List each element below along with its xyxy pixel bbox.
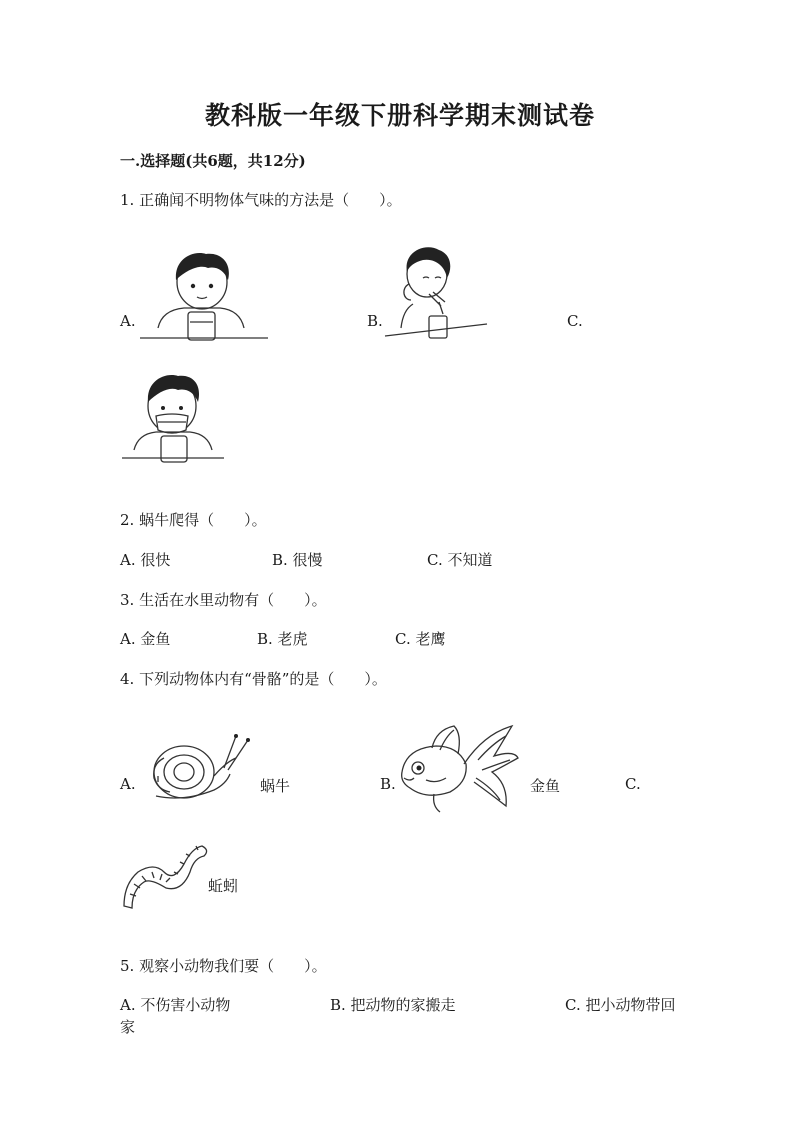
question-4-stem: 4. 下列动物体内有“骨骼”的是（ ）。 <box>120 670 387 688</box>
q1-option-b-label[interactable]: B. <box>367 312 383 330</box>
q2-option-a[interactable]: A. 很快 <box>120 551 171 569</box>
q2-option-c[interactable]: C. 不知道 <box>427 551 493 569</box>
boy-with-mask-icon <box>120 372 226 466</box>
q4-option-b-label[interactable]: B. <box>380 775 396 793</box>
q3-option-a[interactable]: A. 金鱼 <box>120 630 171 648</box>
question-3-stem: 3. 生活在水里动物有（ ）。 <box>120 591 327 609</box>
q5-option-c[interactable]: C. 把小动物带回 <box>565 996 676 1014</box>
page-title: 教科版一年级下册科学期末测试卷 <box>204 101 595 130</box>
q4-option-c-name: 蚯蚓 <box>208 877 239 895</box>
q5-option-c-wrap: 家 <box>120 1018 136 1036</box>
q2-option-b[interactable]: B. 很慢 <box>272 551 323 569</box>
q1-option-a-label[interactable]: A. <box>120 312 136 330</box>
question-1-stem: 1. 正确闻不明物体气味的方法是（ ）。 <box>120 191 402 209</box>
q4-option-a-label[interactable]: A. <box>120 775 136 793</box>
snail-icon <box>144 732 262 804</box>
q4-option-c-label[interactable]: C. <box>625 775 641 793</box>
section-heading: 一.选择题(共6题，共12分) <box>120 152 306 170</box>
question-5-stem: 5. 观察小动物我们要（ ）。 <box>120 957 327 975</box>
earthworm-icon <box>120 834 210 912</box>
q1-option-c-label[interactable]: C. <box>567 312 583 330</box>
q3-option-c[interactable]: C. 老鹰 <box>395 630 446 648</box>
goldfish-icon <box>396 720 520 816</box>
q3-option-b[interactable]: B. 老虎 <box>257 630 308 648</box>
q4-option-a-name: 蜗牛 <box>260 777 291 795</box>
question-2-stem: 2. 蜗牛爬得（ ）。 <box>120 511 267 529</box>
girl-fanning-cup-icon <box>383 244 493 342</box>
q4-option-b-name: 金鱼 <box>530 777 561 795</box>
q5-option-b[interactable]: B. 把动物的家搬走 <box>330 996 456 1014</box>
q5-option-a[interactable]: A. 不伤害小动物 <box>120 996 231 1014</box>
boy-with-cup-icon <box>136 250 272 346</box>
